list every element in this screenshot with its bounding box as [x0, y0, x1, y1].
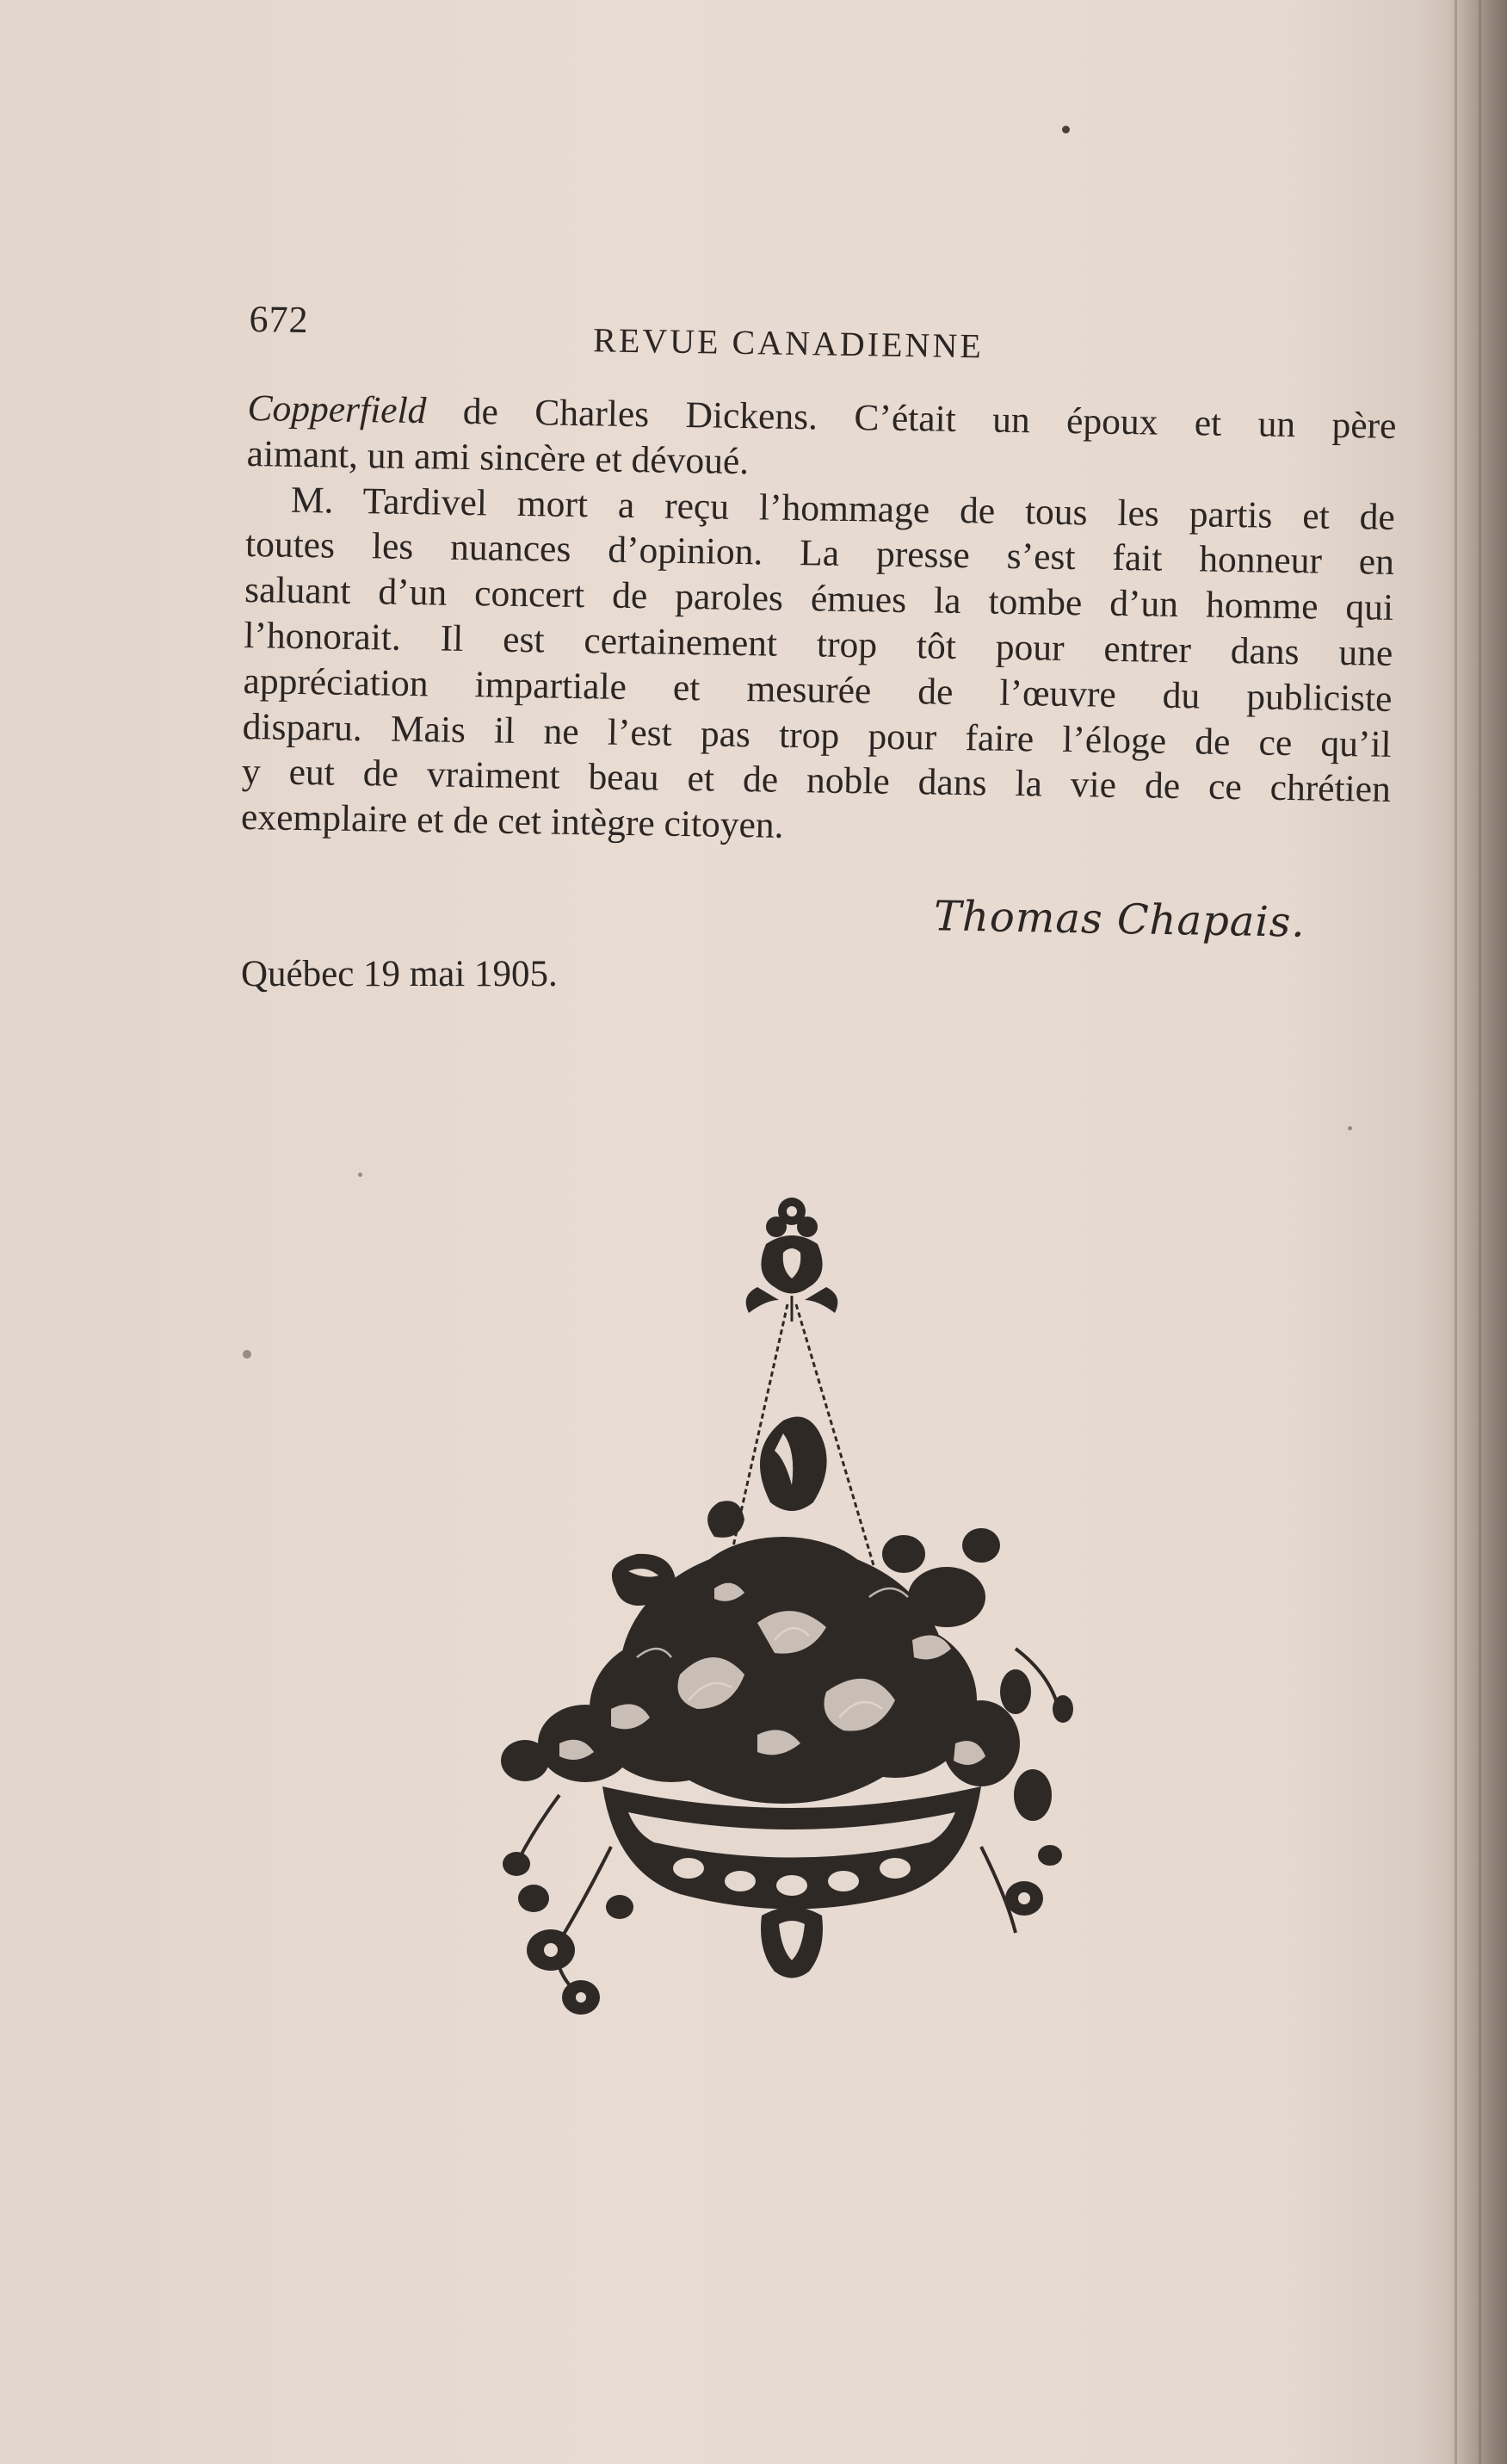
text-line: aimant, un ami sincère et dévoué. — [246, 432, 750, 482]
text-line: exemplaire et de cet intègre citoyen. — [240, 796, 784, 847]
author-signature: Thomas Chapais. — [933, 892, 1306, 947]
text-line: saluant d’un concert de paroles émues la tombe d’un homme qui — [244, 569, 1394, 629]
binding-shadow — [1447, 0, 1507, 2464]
paper-speck — [358, 1173, 362, 1177]
text-line: M. Tardivel mort a reçu l’hommage de tous les partis et de — [290, 479, 1396, 538]
running-head: REVUE CANADIENNE — [592, 320, 985, 366]
hanging-flower-basket-icon — [499, 1192, 1084, 2071]
text-line: l’honorait. Il est certainement trop tôt pour entrer dans une — [244, 614, 1393, 674]
book-title: Copperfield — [247, 387, 427, 432]
dateline: Québec 19 mai 1905. — [241, 954, 558, 994]
page-number: 672 — [249, 297, 309, 342]
paper-speck — [243, 1350, 251, 1359]
paper-speck — [1062, 126, 1070, 133]
text-line: disparu. Mais il ne l’est pas trop pour faire l’éloge de ce qu’il — [242, 705, 1392, 765]
text-line: appréciation impartiale et mesurée de l’œuvre du publiciste — [243, 659, 1393, 720]
text-line: toutes les nuances d’opinion. La presse s’est fait honneur en — [244, 523, 1395, 584]
article-text — [241, 386, 1397, 858]
paper-speck — [1348, 1126, 1352, 1130]
text-line: Copperfield de Charles Dickens. C’était un époux et un père — [247, 387, 1397, 447]
text-line: y eut de vraiment beau et de noble dans la vie de ce chrétien — [241, 751, 1392, 811]
